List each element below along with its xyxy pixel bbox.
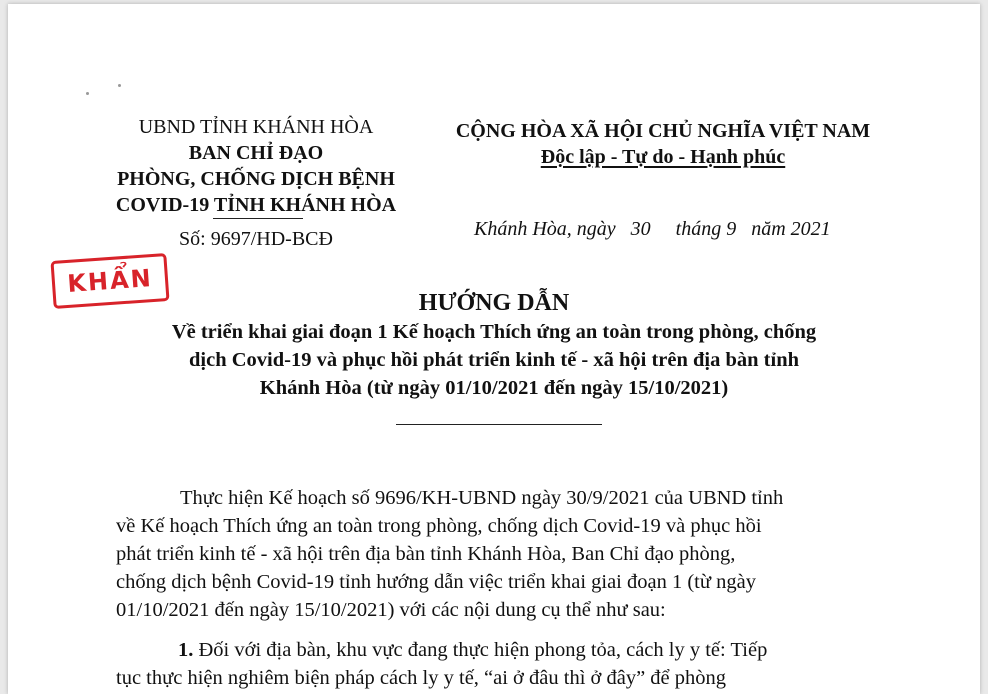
national-motto: Độc lập - Tự do - Hạnh phúc [540,146,786,168]
header-left-committee-line3: COVID-19 TỈNH KHÁNH HÒA [115,194,397,216]
scan-speck [86,92,89,95]
body-paragraph-2-line1: 1. Đối với địa bàn, khu vực đang thực hiện phong tỏa, cách ly y tế: Tiếp [178,639,768,661]
place-and-date: Khánh Hòa, ngày 30 tháng 9 năm 2021 [474,218,831,240]
body-paragraph-1-line1: Thực hiện Kế hoạch số 9696/KH-UBND ngày 30/9/2021 của UBND tỉnh [180,487,784,509]
document-title: HƯỚNG DẪN [418,290,570,316]
document-subtitle-line1: Về triển khai giai đoạn 1 Kế hoạch Thích ứng an toàn trong phòng, chống [171,321,817,343]
document-page [8,4,980,694]
body-paragraph-2-line2: tục thực hiện nghiêm biện pháp cách ly y tế, “ai ở đâu thì ở đây” để phòng [116,667,727,689]
urgent-stamp: KHẨN [50,253,169,309]
body-paragraph-1-line5: 01/10/2021 đến ngày 15/10/2021) với các nội dung cụ thể như sau: [116,599,666,621]
body-paragraph-1-line4: chống dịch bệnh Covid-19 tỉnh hướng dẫn việc triển khai giai đoạn 1 (từ ngày [116,571,756,593]
header-left-underline [213,218,303,219]
body-paragraph-1-line3: phát triển kinh tế - xã hội trên địa bàn tỉnh Khánh Hòa, Ban Chỉ đạo phòng, [116,543,736,565]
header-left-committee: BAN CHỈ ĐẠO [188,142,324,164]
scan-speck [118,84,121,87]
header-left-committee-line2: PHÒNG, CHỐNG DỊCH BỆNH [117,168,395,190]
document-subtitle-line2: dịch Covid-19 và phục hồi phát triển kinh tế - xã hội trên địa bàn tỉnh [189,349,799,371]
document-subtitle-line3: Khánh Hòa (từ ngày 01/10/2021 đến ngày 15/10/2021) [259,377,729,399]
title-separator [396,424,602,425]
document-number: Số: 9697/HD-BCĐ [179,228,333,250]
header-left-agency: UBND TỈNH KHÁNH HÒA [138,116,374,138]
section-number: 1. [178,639,194,661]
body-paragraph-1-line2: về Kế hoạch Thích ứng an toàn trong phòng, chống dịch Covid-19 và phục hồi [116,515,762,537]
national-title: CỘNG HÒA XÃ HỘI CHỦ NGHĨA VIỆT NAM [455,120,871,142]
